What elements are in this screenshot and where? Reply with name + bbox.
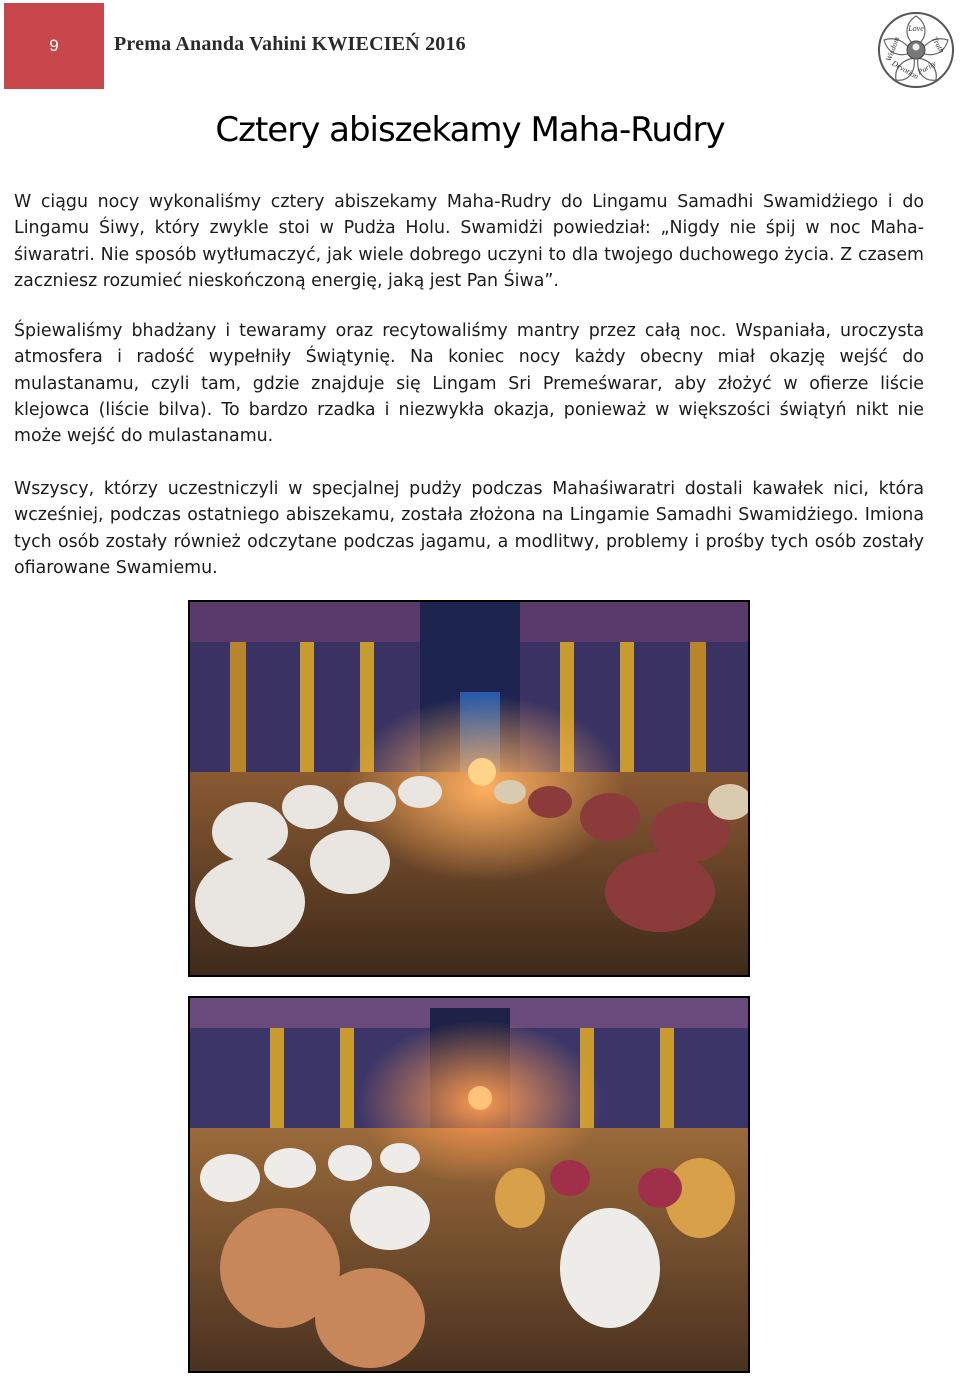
lotus-logo xyxy=(876,10,956,90)
temple-interior-photo-1 xyxy=(188,600,750,977)
paragraph-3: Wszyscy, którzy uczestniczyli w specjalnej pudży podczas Mahaśiwaratri dostali kawałek nici, która wcześniej, podczas ostatniego abiszekamu, została złożona na Lingamie Samadhi Swamidżiego. Imiona tych osób zostały również odczytane podczas jagamu, a modlitwy, problemy i prośby tych osób zostały ofiarowane Swamiemu. xyxy=(14,479,924,578)
paragraph-2: Śpiewaliśmy bhadżany i tewaramy oraz recytowaliśmy mantry przez całą noc. Wspaniała, uroczysta atmosfera i radość wypełniły Świątynię. Na koniec nocy każdy obecny miał okazję wejść do mulastanamu, czyli tam, gdzie znajduje się Lingam Sri Premeśwarar, aby złożyć w ofierze liście klejowca (liście bilva). To bardzo rzadka i niezwykła okazja, ponieważ w większości świątyń nikt nie może wejść do mulastanamu. xyxy=(14,321,924,447)
publication-header: Prema Ananda Vahini KWIECIEŃ 2016 xyxy=(114,33,466,55)
temple-interior-photo-2 xyxy=(188,996,750,1373)
page-number-badge xyxy=(4,3,104,89)
article-title: Cztery abiszekamy Maha-Rudry xyxy=(215,110,725,150)
paragraph-1: W ciągu nocy wykonaliśmy cztery abiszekamy Maha-Rudry do Lingamu Samadhi Swamidżiego i do Lingamu Śiwy, który zwykle stoi w Pudża Holu. Swamidżi powiedział: „Nigdy nie śpij w noc Maha-śiwaratri. Nie sposób wytłumaczyć, jak wiele dobrego uczyni to dla twojego duchowego życia. Z czasem zaczniesz rozumieć nieskończoną energię, jaką jest Pan Śiwa”. xyxy=(14,192,924,291)
lotus-logo-icon xyxy=(876,10,956,90)
logo-word-devotion: Devotion xyxy=(890,58,921,82)
page-number: 9 xyxy=(49,36,59,55)
logo-word-purity: Purity xyxy=(915,58,938,77)
logo-word-wisdom: Wisdom xyxy=(884,35,902,63)
logo-word-truth: Truth xyxy=(929,34,947,55)
logo-word-love: Love xyxy=(908,24,924,33)
